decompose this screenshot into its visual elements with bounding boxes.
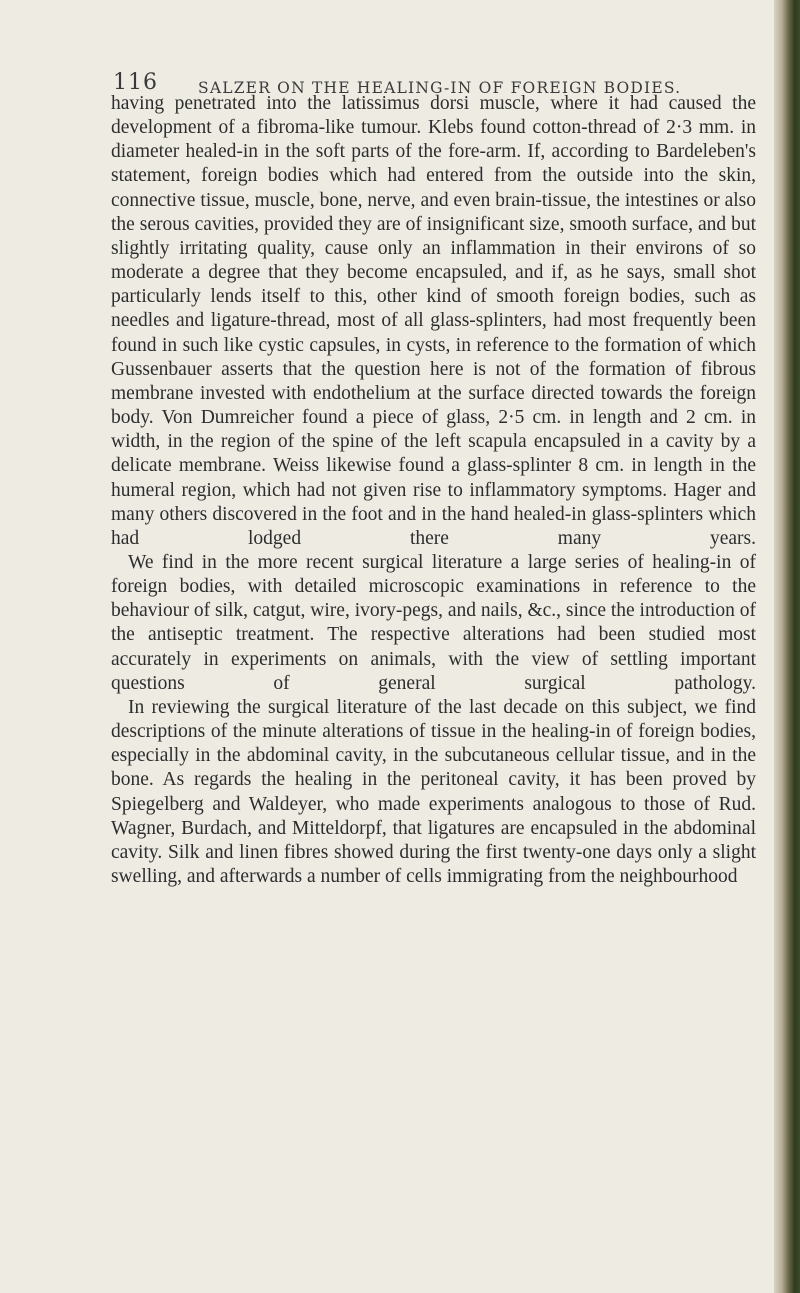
- text-line: become encapsuled, and if, as he says, small shot particularly: [111, 262, 756, 308]
- text-line: Von Dumreicher found a piece of glass, 2·5 cm. in length and: [161, 407, 678, 429]
- paragraph-3: [111, 696, 756, 889]
- text-line: questions of general surgical pathology.: [111, 672, 756, 694]
- text-line: reference to the formation of which Gussenbauer asserts that the: [111, 334, 757, 380]
- text-line: during the first twenty-one days only a slight swelling, and: [111, 841, 756, 887]
- text-line: We find in the more recent surgical literature a large series of: [128, 551, 644, 573]
- text-line: or also the serous cavities, provided they are of insignificant size,: [111, 189, 757, 235]
- text-line: nails, &c., since the introduction of the antiseptic treatment.: [111, 600, 757, 646]
- paragraph-1: [111, 92, 756, 551]
- text-line: which had not given rise to inflammatory symptoms. Hager and: [242, 479, 757, 501]
- text-line: cavity, in the subcutaneous cellular tissue, and in the bone. As: [111, 745, 757, 791]
- text-line: subject, we find descriptions of the minute alterations of tissue: [111, 696, 756, 743]
- text-line: those of Rud. Wagner, Burdach, and Mitteldorpf, that ligatures are: [111, 793, 757, 839]
- text-line: healing-in of foreign bodies, with detailed microscopic examinations: [111, 551, 756, 598]
- text-line: afterwards a number of cells immigrating from the neighbourhood: [219, 866, 738, 887]
- text-line: in reference to the behaviour of silk, catgut, wire, ivory-pegs, and: [111, 576, 757, 622]
- text-line: regards the healing in the peritoneal cavity, it has been proved: [194, 769, 727, 791]
- text-line: of the fore-arm. If, according to Bardeleben's statement, foreign: [111, 141, 756, 187]
- text-line: smooth surface, and but slightly irritating quality, cause only an: [111, 213, 756, 259]
- text-line: in the healing-in of foreign bodies, especially in the abdominal: [111, 721, 757, 767]
- text-line: many others discovered in the foot and in the hand healed-in: [111, 503, 587, 525]
- text-line: 2 cm. in width, in the region of the spine of the left scapula: [111, 407, 756, 453]
- text-line: experiments on animals, with the view of settling important: [230, 648, 756, 670]
- paragraph-2: [111, 551, 756, 696]
- page-edge-shadow: [774, 0, 800, 1293]
- text-line: question here is not of the formation of fibrous membrane invested: [111, 358, 756, 404]
- text-line: having penetrated into the latissimus dorsi muscle, where it had: [111, 93, 659, 114]
- text-line: caused the development of a fibroma-like tumour. Klebs found: [111, 93, 756, 139]
- text-line: found a glass-splinter 8 cm. in length in the humeral region,: [111, 455, 756, 501]
- text-line: tissue, muscle, bone, nerve, and even brain-tissue, the intestines: [200, 189, 699, 211]
- running-head: SALZER ON THE HEALING-IN OF FOREIGN BODIES.: [198, 79, 682, 97]
- page-number: 116: [113, 70, 158, 95]
- text-line: glass-splinters which had lodged there many years.: [111, 503, 756, 549]
- text-line: inflammation in their environs of so moderate a degree that they: [111, 237, 757, 284]
- text-line: needles and ligature-thread, most of all glass-splinters, had most: [111, 310, 626, 332]
- text-line: encapsuled in the abdominal cavity. Silk and linen fibres showed: [111, 817, 756, 863]
- text-line: In reviewing the surgical literature of the last decade on this: [128, 696, 620, 718]
- text-line: cotton-thread of 2·3 mm. in diameter healed-in in the soft parts: [111, 117, 756, 163]
- text-line: lends itself to this, other kind of smooth foreign bodies, such as: [210, 286, 757, 308]
- text-line: by Spiegelberg and Waldeyer, who made experiments analogous to: [111, 769, 756, 815]
- body-text: [111, 92, 756, 889]
- text-line: with endothelium at the surface directed towards the foreign body.: [111, 382, 756, 429]
- text-line: encapsuled in a cavity by a delicate membrane. Weiss likewise: [111, 431, 756, 477]
- text-line: frequently been found in such like cystic capsules, in cysts, in: [111, 310, 756, 356]
- text-line: The respective alterations had been studied most accurately in: [111, 624, 756, 670]
- text-line: bodies which had entered from the outside into the skin, connective: [111, 165, 756, 211]
